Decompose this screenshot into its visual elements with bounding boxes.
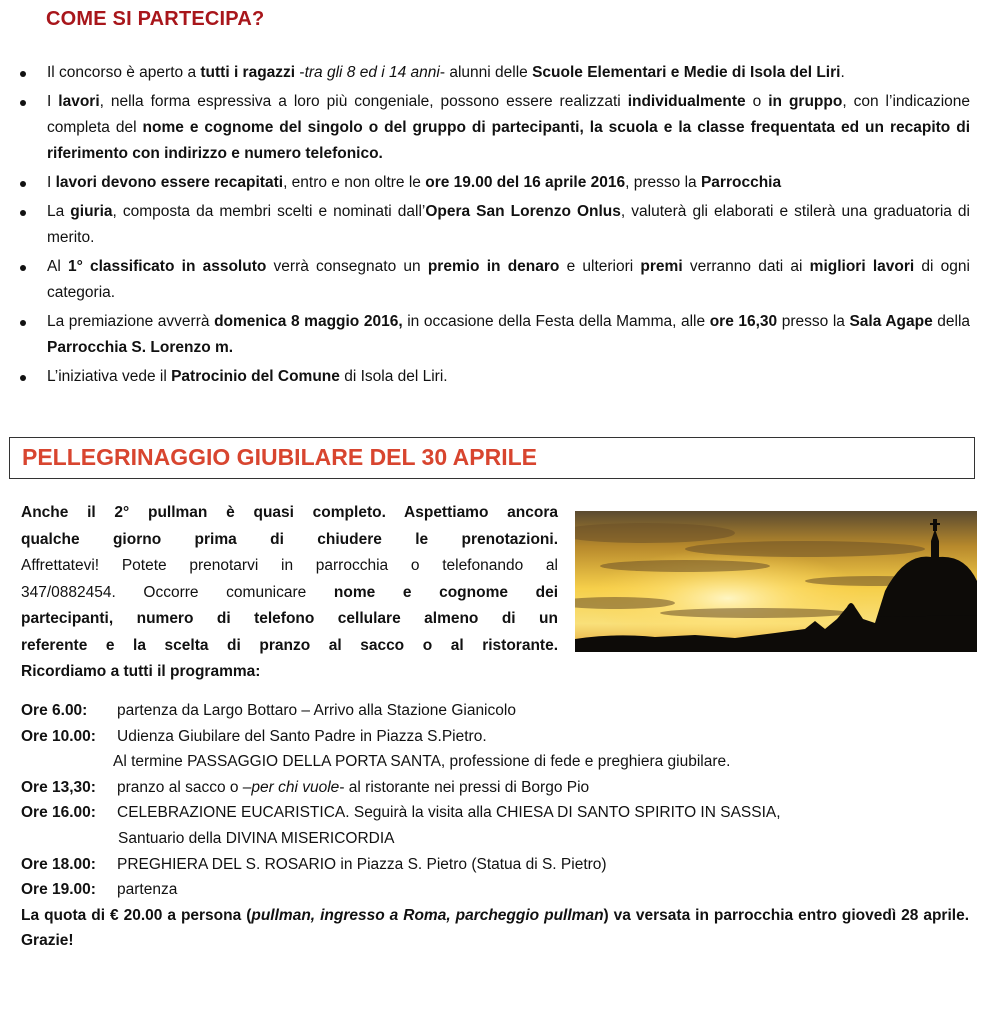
- bullet-dot-icon: [20, 320, 26, 326]
- bullet-text: lavori: [58, 93, 100, 110]
- bullet-text: I: [47, 174, 56, 191]
- bullet-text: -: [295, 64, 305, 81]
- program-activity: [117, 775, 589, 801]
- bullet-text: Al: [47, 258, 68, 275]
- intro-text: Affrettatevi! Potete prenotarvi in parrocchia o telefonando al: [21, 557, 558, 574]
- quota-text: pullman, ingresso a Roma, parcheggio pullman: [251, 906, 604, 924]
- program-activity: [117, 877, 177, 903]
- program-text: partenza: [117, 881, 178, 899]
- bullet-text: , nella forma espressiva a loro più congeniale, possono essere realizzati: [99, 93, 628, 110]
- bullet-dot-icon: [20, 210, 26, 216]
- bullet-text: della: [932, 313, 971, 330]
- bullet-text: Parrocchia: [700, 174, 782, 191]
- intro-text: qualche giorno prima di chiudere le prenotazioni.: [21, 530, 558, 548]
- bullet-text: ore 19.00 del 16 aprile 2016: [425, 174, 626, 191]
- bullet-text: giuria: [70, 203, 113, 220]
- bullet-item: [20, 60, 970, 86]
- bullet-text: tutti i ragazzi: [200, 64, 296, 81]
- bullet-text: Opera San Lorenzo Onlus: [425, 203, 621, 220]
- program-activity: [118, 826, 395, 852]
- bullet-text: La: [47, 203, 71, 220]
- intro-line: [21, 633, 558, 660]
- program-time: Ore 10.00:: [21, 727, 96, 745]
- intro-text: nome e cognome dei: [333, 583, 558, 601]
- bullet-text: premi: [640, 258, 683, 275]
- program-activity: [117, 800, 781, 826]
- program-row: [21, 826, 969, 852]
- bullet-text: .: [840, 64, 845, 81]
- bullet-text: Patrocinio del Comune: [171, 368, 340, 385]
- program-activity: [117, 698, 516, 724]
- program-text: Udienza Giubilare del Santo Padre in Piazza S.Pietro.: [117, 727, 487, 745]
- bullet-item: [20, 199, 970, 251]
- intro-line: [21, 580, 558, 607]
- intro-text: partecipanti, numero di telefono cellulare almeno di un: [21, 610, 558, 627]
- program-text: pranzo al sacco o –: [117, 778, 252, 796]
- bullet-text: in gruppo: [768, 93, 843, 110]
- pilgrimage-program: [21, 698, 969, 954]
- intro-text: Anche il 2° pullman è quasi completo. Aspettiamo ancora: [21, 504, 558, 521]
- bullet-text: ore 16,30: [709, 313, 778, 330]
- program-time: Ore 16.00:: [21, 804, 96, 822]
- bullet-text: migliori lavori: [809, 258, 915, 275]
- intro-line: [21, 527, 558, 554]
- program-text: CELEBRAZIONE EUCARISTICA. Seguirà la visita alla CHIESA DI SANTO SPIRITO IN SASSIA,: [117, 804, 781, 822]
- quota-note: [21, 903, 969, 954]
- bullet-text: I: [47, 93, 59, 110]
- bullet-text: La premiazione avverrà: [47, 313, 215, 330]
- bullet-text: di Isola del Liri.: [339, 368, 448, 385]
- bullet-item: [20, 364, 970, 390]
- section-title-pellegrinaggio: PELLEGRINAGGIO GIUBILARE DEL 30 APRILE: [22, 444, 538, 470]
- program-time: Ore 13,30:: [21, 778, 96, 796]
- bullet-text: 1° classificato in assoluto: [67, 258, 267, 275]
- bullet-text: , composta da membri scelti e nominati dall’: [112, 203, 426, 220]
- bullet-text: - alunni delle: [439, 64, 533, 81]
- program-row: [21, 775, 969, 801]
- bullet-text: individualmente: [627, 93, 746, 110]
- bullet-text: verrà consegnato un: [266, 258, 428, 275]
- intro-line: [21, 553, 558, 580]
- program-time: Ore 6.00:: [21, 702, 88, 719]
- bullet-text: e ulteriori: [559, 258, 641, 275]
- bullet-text: , con l’indicazione completa del: [47, 93, 971, 136]
- program-row: [21, 877, 969, 903]
- bullet-dot-icon: [20, 71, 26, 77]
- sunset-dome-silhouette-image: [575, 511, 977, 652]
- section-title-come-si-partecipa: COME SI PARTECIPA?: [46, 8, 265, 30]
- bullet-text: nome e cognome del singolo o del gruppo di partecipanti, la scuola e la classe frequentata ed un recapito di riferimento con indirizzo e numero telefonico.: [47, 119, 970, 162]
- bullet-text: Parrocchia S. Lorenzo m.: [47, 339, 234, 356]
- program-row: [21, 724, 969, 750]
- program-text: Al termine PASSAGGIO DELLA PORTA SANTA, professione di fede e preghiera giubilare.: [113, 753, 731, 771]
- bullet-text: in occasione della Festa della Mamma, alle: [402, 313, 710, 330]
- bullet-text: verranno dati ai: [682, 258, 810, 275]
- bullet-text: presso la: [777, 313, 850, 330]
- program-text: - al ristorante nei pressi di Borgo Pio: [339, 778, 590, 796]
- bullet-text: L’iniziativa vede il: [47, 368, 172, 385]
- bullet-text: , valuterà gli elaborati e stilerà una graduatoria di merito.: [47, 203, 970, 246]
- program-text: partenza da Largo Bottaro – Arrivo alla Stazione Gianicolo: [117, 702, 516, 719]
- program-time: Ore 19.00:: [21, 881, 96, 899]
- program-text: Santuario della DIVINA MISERICORDIA: [118, 829, 395, 847]
- program-row: [21, 698, 969, 724]
- program-time: Ore 18.00:: [21, 855, 96, 873]
- bullet-text: domenica 8 maggio 2016,: [214, 313, 403, 330]
- bullet-text: di ogni categoria.: [47, 258, 970, 301]
- bullet-text: , presso la: [625, 174, 701, 191]
- intro-line: [21, 500, 558, 527]
- intro-text: Ricordiamo a tutti il programma:: [21, 663, 261, 680]
- program-row: [21, 749, 969, 775]
- program-text: PREGHIERA DEL S. ROSARIO in Piazza S. Pietro (Statua di S. Pietro): [117, 855, 607, 873]
- intro-text: 347/0882454. Occorre comunicare: [21, 583, 334, 601]
- bullet-item: [20, 309, 970, 361]
- intro-text: referente e la scelta di pranzo al sacco o al ristorante.: [21, 636, 558, 654]
- program-activity: [117, 724, 487, 750]
- program-activity: [117, 852, 607, 878]
- program-row: [21, 852, 969, 878]
- bullet-item: [20, 254, 970, 306]
- program-row: [21, 800, 969, 826]
- bullet-item: [20, 89, 970, 167]
- intro-line: [21, 659, 558, 686]
- intro-line: [21, 606, 558, 633]
- bullet-dot-icon: [20, 181, 26, 187]
- bullet-text: , entro e non oltre le: [283, 174, 426, 191]
- program-text: per chi vuole: [251, 778, 340, 796]
- bullet-text: Sala Agape: [849, 313, 933, 330]
- bullet-text: tra gli 8 ed i 14 anni: [304, 64, 440, 81]
- bullet-dot-icon: [20, 375, 26, 381]
- bullet-dot-icon: [20, 100, 26, 106]
- section-header-box: [9, 437, 975, 479]
- rules-bullet-list: [20, 60, 970, 393]
- bullet-dot-icon: [20, 265, 26, 271]
- bullet-text: lavori devono essere recapitati: [55, 174, 284, 191]
- quota-text: La quota di € 20.00 a persona (: [21, 906, 252, 924]
- bullet-text: Il concorso è aperto a: [47, 64, 201, 81]
- bullet-text: Scuole Elementari e Medie di Isola del Liri: [532, 64, 841, 81]
- bullet-text: o: [745, 93, 769, 110]
- program-activity: [113, 749, 730, 775]
- bullet-text: premio in denaro: [427, 258, 560, 275]
- quota-text: ) va versata in parrocchia entro giovedì 28 aprile. Grazie!: [21, 906, 969, 950]
- pilgrimage-intro-paragraph: [21, 500, 558, 686]
- bullet-item: [20, 170, 970, 196]
